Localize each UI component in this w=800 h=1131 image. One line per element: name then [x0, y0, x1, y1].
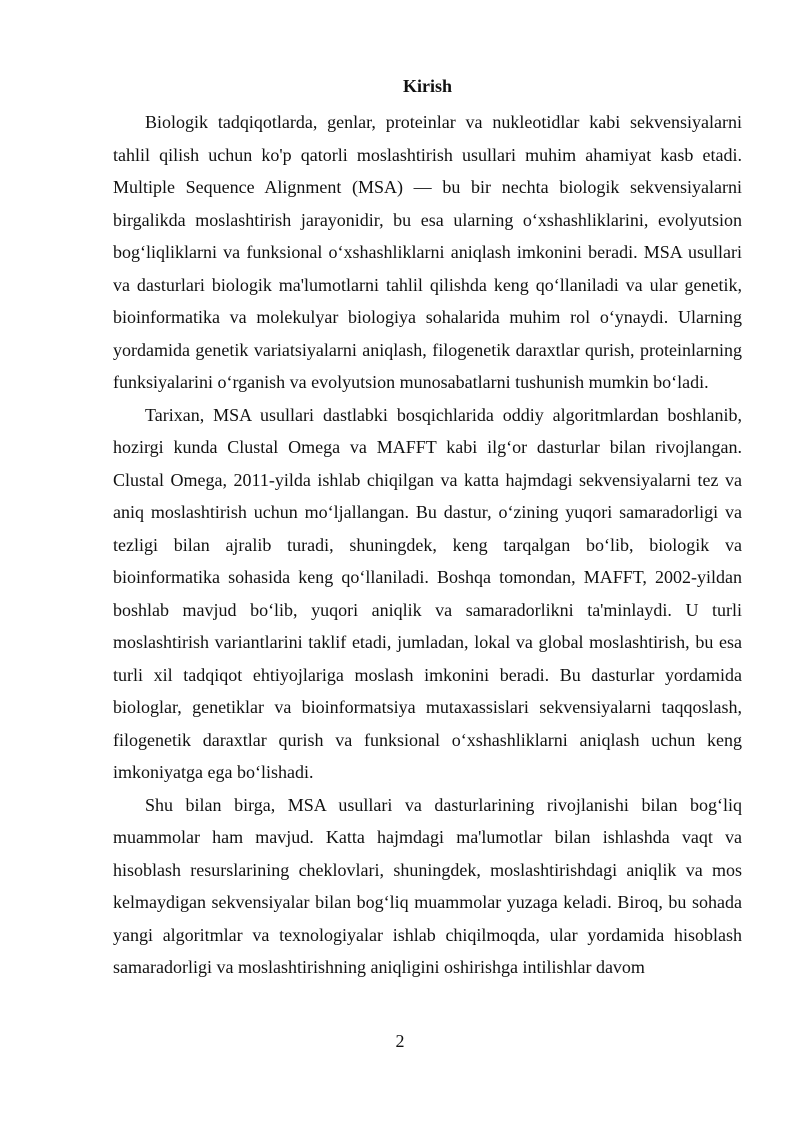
section-heading: Kirish	[402, 76, 452, 96]
paragraph-2: Tarixan, MSA usullari dastlabki bosqichlarida oddiy algoritmlardan boshlanib, hozirgi kunda Clustal Omega va MAFFT kabi ilg‘or dasturlar bilan rivojlangan. Clustal Omega, 2011-yilda ishlab chiqilgan va katta hajmdagi sekvensiyalarni tez va aniq moslashtirish uchun mo‘ljallangan. Bu dastur, o‘zining yuqori samaradorligi va tezligi bilan ajralib turadi, shuningdek, keng tarqalgan bo‘lib, biologik va bioinformatika sohasida keng qo‘llaniladi. Boshqa tomondan, MAFFT, 2002-yildan boshlab mavjud bo‘lib, yuqori aniqlik va samaradorlikni ta'minlaydi. U turli moslashtirish variantlarini taklif etadi, jumladan, lokal va global moslashtirish, bu esa turli xil tadqiqot ehtiyojlariga moslash imkonini beradi. Bu dasturlar yordamida biologlar, genetiklar va bioinformatsiya mutaxassislari sekvensiyalarni taqqoslash, filogenetik daraxtlar qurish va funksional o‘xshashliklarni aniqlash uchun keng imkoniyatga ega bo‘lishadi.	[113, 404, 742, 782]
page-content	[113, 74, 742, 984]
paragraph-3: Shu bilan birga, MSA usullari va dasturlarining rivojlanishi bilan bog‘liq muammolar ham mavjud. Katta hajmdagi ma'lumotlar bilan ishlashda vaqt va hisoblash resurslarining cheklovlari, shuningdek, moslashtirishdagi aniqlik va mos kelmaydigan sekvensiyalar bilan bog‘liq muammolar yuzaga keladi. Biroq, bu sohada yangi algoritmlar va texnologiyalar ishlab chiqilmoqda, ular yordamida hisoblash samaradorligi va moslashtirishning aniqligini oshirishga intilishlar davom	[113, 794, 742, 977]
page-number: 2	[395, 1031, 405, 1051]
paragraph-1: Biologik tadqiqotlarda, genlar, proteinlar va nukleotidlar kabi sekvensiyalarni tahlil qilish uchun ko'p qatorli moslashtirish usullari muhim ahamiyat kasb etadi. Multiple Sequence Alignment (MSA) — bu bir nechta biologik sekvensiyalarni birgalikda moslashtirish jarayonidir, bu esa ularning o‘xshashliklarini, evolyutsion bog‘liqliklarni va funksional o‘xshashliklarni aniqlash imkonini beradi. MSA usullari va dasturlari biologik ma'lumotlarni tahlil qilishda keng qo‘llaniladi va ular genetik, bioinformatika va molekulyar biologiya sohalarida muhim rol o‘ynaydi. Ularning yordamida genetik variatsiyalarni aniqlash, filogenetik daraxtlar qurish, proteinlarning funksiyalarini o‘rganish va evolyutsion munosabatlarni tushunish mumkin bo‘ladi.	[113, 112, 742, 392]
